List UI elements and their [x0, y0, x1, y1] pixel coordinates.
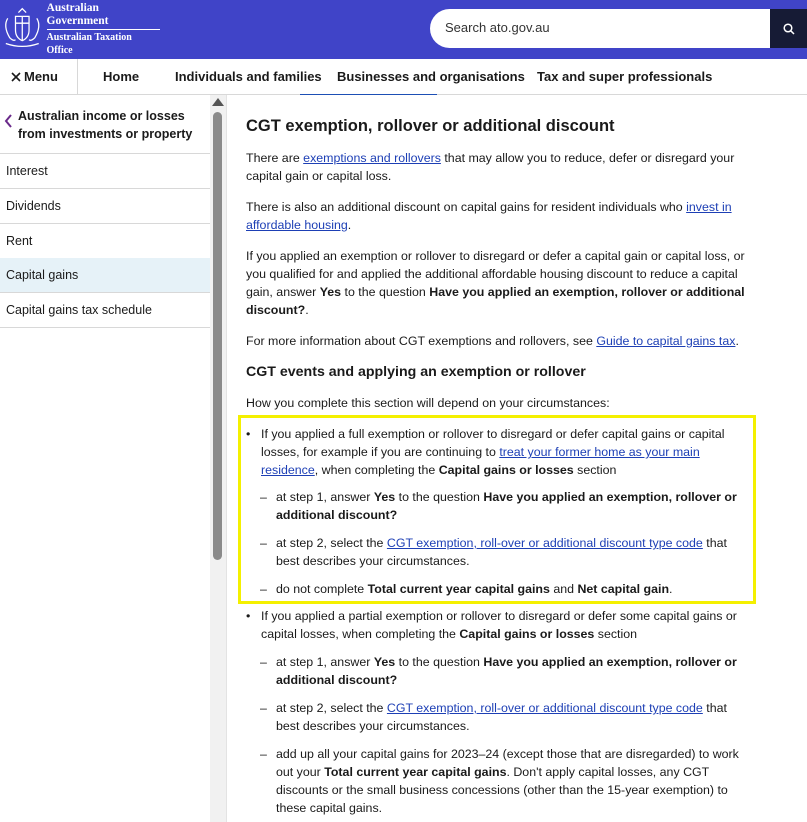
b2s3-total: Total current year capital gains — [324, 765, 507, 779]
cut-off-link[interactable] — [300, 90, 437, 95]
logo-line-1: Australian Government — [46, 1, 109, 27]
para1-text-pre: There are — [246, 151, 304, 165]
sidebar-title: Australian income or losses from investments or property — [18, 109, 193, 141]
para3-text-mid: to the question — [341, 285, 430, 299]
nav-divider — [77, 59, 78, 95]
b1s3-text-post: . — [669, 582, 673, 596]
menu-label: Menu — [24, 69, 58, 84]
b1s2-text-pre: at step 2, select the — [276, 536, 387, 550]
heading-cgt-exemption: CGT exemption, rollover or additional discount — [246, 117, 615, 135]
link-exemptions-rollovers[interactable]: exemptions and rollovers — [303, 151, 441, 165]
content-divider — [226, 95, 227, 822]
search-icon — [783, 23, 795, 35]
link-cgt-type-code-2[interactable]: CGT exemption, roll-over or additional discount type code — [386, 701, 703, 715]
para-circumstances: How you complete this section will depend on your circumstances: — [246, 396, 610, 410]
nav-home[interactable]: Home — [103, 69, 140, 84]
dash-marker: – — [260, 490, 267, 504]
dash-marker: – — [260, 701, 267, 715]
logo-line-2: Australian Taxation Office — [47, 29, 160, 57]
ato-logo[interactable] — [0, 1, 160, 56]
link-former-home[interactable]: treat your former home as your main residence — [261, 445, 700, 477]
para3-text-pre: If you applied an exemption or rollover to disregard or defer a capital gain or capital loss, or you qualified for and applied the additional affordable housing discount to reduce a capital gain, answer — [246, 249, 745, 299]
para-more-info — [246, 332, 761, 350]
bullet-partial-exemption — [246, 607, 746, 643]
b2s3-text-pre: add up all your capital gains for 2023–24 (except those that are disregarded) to work out your — [276, 747, 739, 779]
bullet1-text-mid: , when completing the — [314, 463, 439, 477]
link-guide-cgt[interactable]: Guide to capital gains tax — [596, 334, 736, 348]
sidebar-header[interactable] — [0, 95, 210, 154]
para3-text-post: . — [305, 303, 309, 317]
dash-marker: – — [260, 582, 267, 596]
para1-text-post: that may allow you to reduce, defer or disregard your capital gain or capital loss. — [246, 151, 735, 183]
bullet2-text-pre: If you applied a partial exemption or rollover to disregard or defer some capital gains or capital losses, when completing the — [261, 609, 737, 641]
para3-question: Have you applied an exemption, rollover or additional discount? — [246, 285, 745, 317]
sidebar-item-cgt-schedule[interactable]: Capital gains tax schedule — [0, 293, 210, 328]
b2s1-text-mid: to the question — [395, 655, 484, 669]
search-box — [430, 9, 770, 48]
para3-yes: Yes — [319, 285, 342, 299]
b1s3-text-mid: and — [549, 582, 578, 596]
b2s1-text-pre: at step 1, answer — [276, 655, 374, 669]
b1s1-text-pre: at step 1, answer — [276, 490, 374, 504]
bullet2-bold: Capital gains or losses — [459, 627, 595, 641]
sub-step1-partial — [260, 653, 746, 689]
bullet-dot: • — [246, 427, 251, 441]
bullet1-text-post: section — [573, 463, 617, 477]
sidebar-item-rent[interactable]: Rent — [0, 224, 210, 259]
sub-step2-partial — [260, 699, 746, 735]
heading-cgt-events: CGT events and applying an exemption or rollover — [246, 364, 586, 380]
nav-businesses[interactable]: Businesses and organisations — [337, 69, 525, 84]
para4-text-pre: For more information about CGT exemptions and rollovers, see — [246, 334, 597, 348]
dash-marker: – — [260, 536, 267, 550]
b1s1-text-mid: to the question — [395, 490, 484, 504]
yellow-highlight-box — [238, 415, 756, 604]
para2-text-pre: There is also an additional discount on capital gains for resident individuals who — [246, 200, 687, 214]
sidebar-item-interest[interactable]: Interest — [0, 154, 210, 189]
para4-text-post: . — [735, 334, 739, 348]
link-cgt-type-code[interactable]: CGT exemption, roll-over or additional discount type code — [386, 536, 703, 550]
menu-button[interactable] — [11, 69, 58, 84]
dash-marker: – — [260, 747, 267, 761]
b2s3-text-post: . Don't apply capital losses, any CGT discounts or the small business concessions (other than the 15-year exemption) to these capital gains. — [276, 765, 728, 815]
chevron-left-icon — [4, 114, 13, 128]
sidebar-item-dividends[interactable]: Dividends — [0, 189, 210, 224]
b2s2-text-post: that best describes your circumstances. — [276, 701, 727, 733]
close-icon — [11, 72, 21, 82]
logo-wordmark — [47, 2, 160, 57]
b1s1-yes: Yes — [373, 490, 396, 504]
b2s1-question: Have you applied an exemption, rollover or additional discount? — [276, 655, 737, 687]
b2s1-yes: Yes — [373, 655, 396, 669]
b1s3-net: Net capital gain — [577, 582, 670, 596]
bullet-dot: • — [246, 609, 251, 623]
dash-marker: – — [260, 655, 267, 669]
nav-tax-professionals[interactable]: Tax and super professionals — [537, 69, 713, 84]
b1s2-text-post: that best describes your circumstances. — [276, 536, 727, 568]
search-input[interactable] — [445, 20, 755, 35]
scroll-up-arrow-icon[interactable] — [212, 98, 224, 106]
bullet1-text-pre: If you applied a full exemption or rollover to disregard or defer capital gains or capital losses, for example if you are continuing to — [261, 427, 725, 459]
b1s3-total: Total current year capital gains — [367, 582, 550, 596]
para-affordable-housing — [246, 198, 761, 234]
b2s2-text-pre: at step 2, select the — [276, 701, 387, 715]
site-header — [0, 0, 807, 59]
scrollbar-thumb[interactable] — [213, 112, 222, 560]
search-button[interactable] — [770, 9, 807, 48]
bullet2-text-post: section — [594, 627, 638, 641]
para-applied-exemption — [246, 247, 761, 319]
para-exemptions — [246, 149, 761, 185]
sidebar-item-capital-gains[interactable]: Capital gains — [0, 258, 210, 293]
coat-of-arms-icon — [0, 6, 45, 52]
para2-text-post: . — [347, 218, 352, 232]
sub-add-up-gains — [260, 745, 746, 817]
link-affordable-housing[interactable]: invest in affordable housing — [246, 200, 732, 232]
b1s3-text-pre: do not complete — [276, 582, 368, 596]
bullet1-bold: Capital gains or losses — [438, 463, 574, 477]
b1s1-question: Have you applied an exemption, rollover or additional discount? — [276, 490, 737, 522]
nav-individuals[interactable]: Individuals and families — [175, 69, 322, 84]
